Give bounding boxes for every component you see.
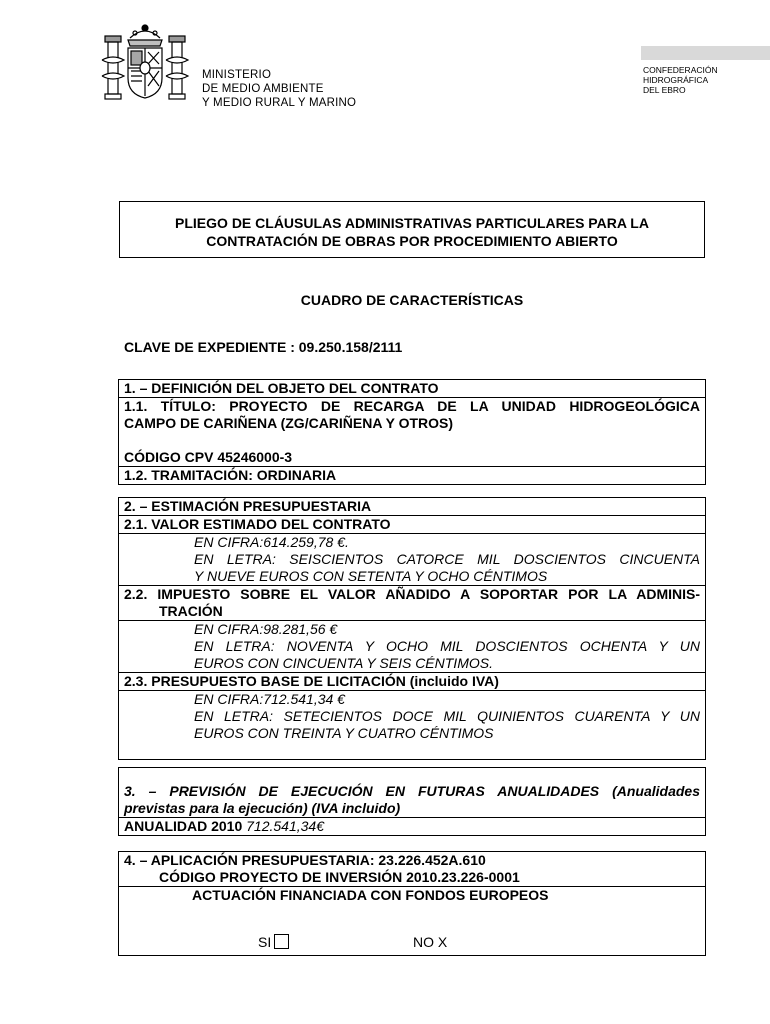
ministry-line: Y MEDIO RURAL Y MARINO: [202, 97, 357, 109]
section-3-heading-line: previstas para la ejecución) (IVA incluido): [124, 800, 401, 816]
fondos-europeos-row: [119, 886, 705, 955]
iva-values: [119, 620, 705, 672]
ministry-name: [202, 68, 356, 110]
valor-estimado-heading: 2.1. VALOR ESTIMADO DEL CONTRATO: [119, 515, 705, 533]
anualidad-value: 712.541,34€: [246, 818, 324, 834]
confederation-line: CONFEDERACIÓN: [643, 65, 718, 75]
section-3-heading-line: 3. – PREVISIÓN DE EJECUCIÓN EN FUTURAS ANUALIDADES (Anualidades: [124, 783, 700, 799]
section-1-table: [118, 379, 706, 485]
section-2-table: [118, 497, 706, 760]
document-title-line: CONTRATACIÓN DE OBRAS POR PROCEDIMIENTO ABIERTO: [206, 233, 618, 249]
section-4-header: [119, 852, 705, 886]
section-3-heading: [119, 768, 705, 817]
valor-letra: Y NUEVE EUROS CON SETENTA Y OCHO CÉNTIMOS: [194, 568, 548, 584]
coat-of-arms-logo: [100, 20, 190, 102]
ministry-line: MINISTERIO: [202, 69, 272, 81]
iva-heading-line: TRACIÓN: [159, 603, 223, 619]
section-2-heading: 2. – ESTIMACIÓN PRESUPUESTARIA: [124, 498, 372, 514]
ministry-line: DE MEDIO AMBIENTE: [202, 83, 324, 95]
codigo-proyecto: CÓDIGO PROYECTO DE INVERSIÓN 2010.23.226-0001: [159, 869, 520, 885]
confederation-line: HIDROGRÁFICA: [643, 75, 709, 85]
iva-heading: [119, 585, 705, 620]
fondos-europeos-label: ACTUACIÓN FINANCIADA CON FONDOS EUROPEOS: [192, 887, 549, 903]
si-label: SI: [258, 934, 272, 950]
titulo-line: CAMPO DE CARIÑENA (ZG/CARIÑENA Y OTROS): [124, 415, 454, 431]
section-subtitle: CUADRO DE CARACTERÍSTICAS: [300, 292, 524, 308]
section-4-table: [118, 851, 706, 956]
document-title-box: [119, 201, 705, 258]
no-label: NO X: [413, 934, 448, 950]
iva-letra: EUROS CON CINCUENTA Y SEIS CÉNTIMOS.: [194, 655, 493, 671]
section-3-table: [118, 767, 706, 836]
cpv-code: CÓDIGO CPV 45246000-3: [124, 449, 293, 465]
iva-cifra: EN CIFRA:98.281,56 €: [194, 621, 338, 637]
tramitacion: 1.2. TRAMITACIÓN: ORDINARIA: [119, 466, 705, 484]
base-letra: EUROS CON TREINTA Y CUATRO CÉNTIMOS: [194, 725, 494, 741]
titulo-line: 1.1. TÍTULO: PROYECTO DE RECARGA DE LA UNIDAD HIDROGEOLÓGICA: [124, 398, 700, 414]
base-cifra: EN CIFRA:712.541,34 €: [194, 691, 345, 707]
valor-cifra: EN CIFRA:614.259,78 €.: [194, 534, 349, 550]
base-letra: EN LETRA: SETECIENTOS DOCE MIL QUINIENTOS CUARENTA Y UN: [194, 708, 700, 724]
iva-letra: EN LETRA: NOVENTA Y OCHO MIL DOSCIENTOS OCHENTA Y UN: [194, 638, 700, 654]
base-licitacion-values: [119, 690, 705, 759]
header-gray-bar: [641, 46, 770, 60]
anualidad-label: ANUALIDAD 2010: [124, 818, 243, 834]
si-checkbox[interactable]: [274, 934, 289, 949]
section-1-titulo: [119, 397, 705, 466]
aplicacion-presupuestaria: 4. – APLICACIÓN PRESUPUESTARIA: 23.226.452A.610: [124, 852, 486, 868]
valor-estimado-values: [119, 533, 705, 585]
confederation-name: [643, 65, 718, 95]
section-1-heading: 1. – DEFINICIÓN DEL OBJETO DEL CONTRATO: [124, 380, 439, 396]
expediente-code: CLAVE DE EXPEDIENTE : 09.250.158/2111: [124, 339, 403, 355]
valor-letra: EN LETRA: SEISCIENTOS CATORCE MIL DOSCIENTOS CINCUENTA: [194, 551, 700, 567]
base-licitacion-heading: 2.3. PRESUPUESTO BASE DE LICITACIÓN (incluido IVA): [119, 672, 705, 690]
iva-heading-line: 2.2. IMPUESTO SOBRE EL VALOR AÑADIDO A SOPORTAR POR LA ADMINIS-: [124, 586, 700, 602]
confederation-line: DEL EBRO: [643, 85, 686, 95]
anualidad-row: [119, 817, 705, 835]
document-title-line: PLIEGO DE CLÁUSULAS ADMINISTRATIVAS PARTICULARES PARA LA: [175, 215, 649, 231]
